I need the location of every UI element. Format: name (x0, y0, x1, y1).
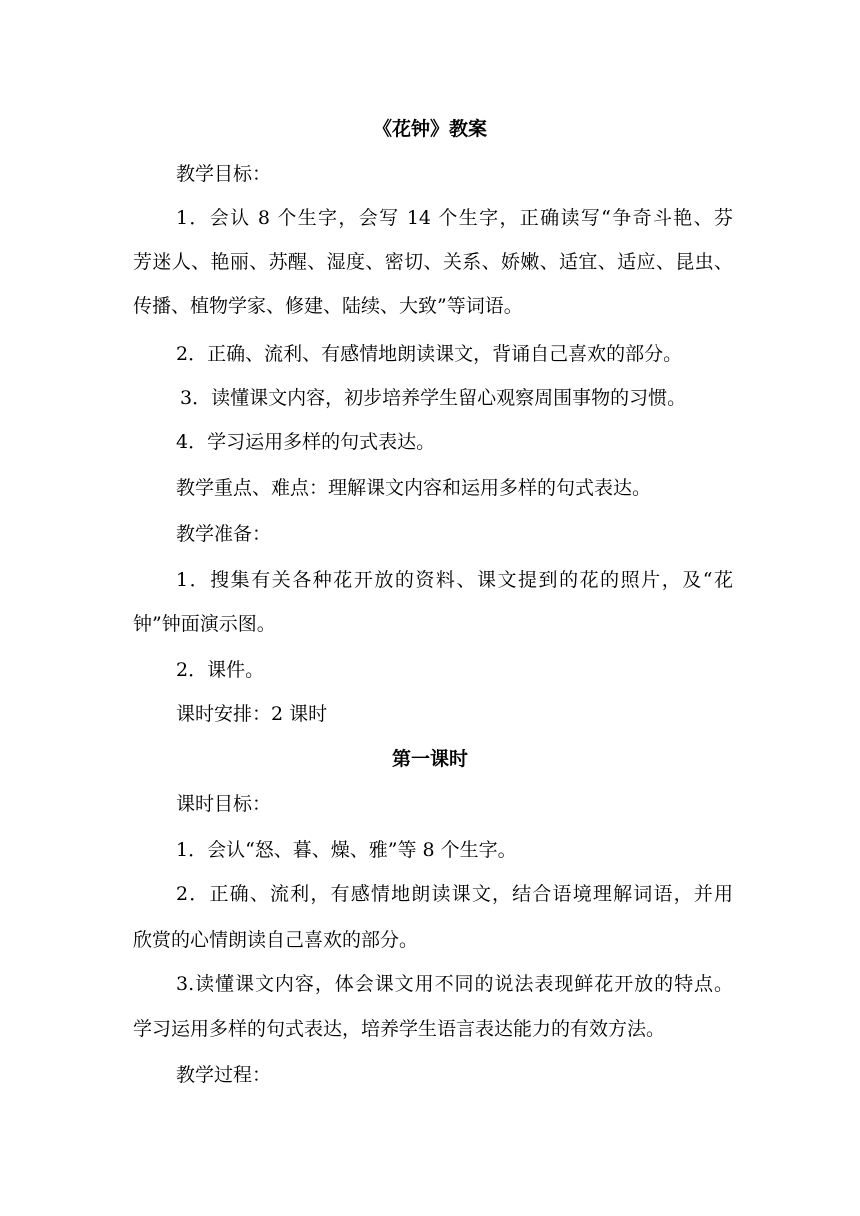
lesson1-process-heading: 教学过程： (176, 1064, 272, 1086)
lesson1-objective-1: 1．会认“怒、暮、燥、雅”等 8 个生字。 (176, 839, 517, 861)
lesson1-objectives-heading: 课时目标： (176, 793, 272, 815)
preparation-1-line-2: 钟”钟面演示图。 (133, 613, 276, 635)
objective-4: 4．学习运用多样的句式表达。 (176, 431, 436, 453)
lesson1-heading: 第一课时 (391, 748, 468, 770)
objective-2: 2．正确、流利、有感情地朗读课文，背诵自己喜欢的部分。 (176, 343, 683, 365)
objective-1-line-1: 1．会认 8 个生字，会写 14 个生字，正确读写“争奇斗艳、芬 (176, 207, 733, 229)
document-title: 《花钟》教案 (372, 118, 487, 140)
lesson1-objective-3-line-2: 学习运用多样的句式表达，培养学生语言表达能力的有效方法。 (133, 1018, 666, 1040)
objectives-heading: 教学目标： (176, 163, 272, 185)
preparation-2: 2．课件。 (176, 659, 265, 681)
preparation-1-line-1: 1．搜集有关各种花开放的资料、课文提到的花的照片，及“花 (176, 569, 733, 591)
objective-1-line-3: 传播、植物学家、修建、陆续、大致”等词语。 (133, 295, 523, 317)
preparation-heading: 教学准备： (176, 523, 272, 545)
key-points: 教学重点、难点：理解课文内容和运用多样的句式表达。 (176, 477, 652, 499)
objective-1-line-2: 芳迷人、艳丽、苏醒、湿度、密切、关系、娇嫩、适宜、适应、昆虫、 (133, 251, 733, 273)
lesson1-objective-2-line-1: 2．正确、流利，有感情地朗读课文，结合语境理解词语，并用 (176, 883, 733, 905)
objective-3: 3．读懂课文内容，初步培养学生留心观察周围事物的习惯。 (180, 387, 687, 409)
schedule: 课时安排：2 课时 (176, 703, 328, 725)
lesson1-objective-3-line-1: 3.读懂课文内容，体会课文用不同的说法表现鲜花开放的特点。 (176, 973, 733, 995)
lesson1-objective-2-line-2: 欣赏的心情朗读自己喜欢的部分。 (133, 929, 419, 951)
